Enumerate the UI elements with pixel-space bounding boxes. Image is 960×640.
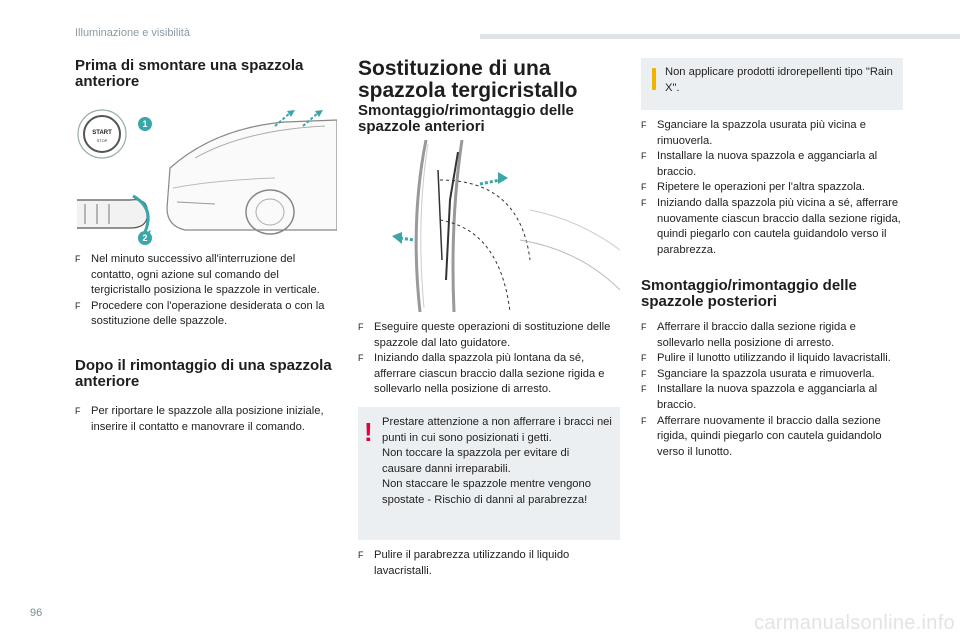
bullet-icon: F (75, 406, 81, 416)
callout-2: 2 (142, 233, 148, 243)
illustration-wiper-control (75, 108, 337, 248)
bullet-icon: F (641, 151, 647, 162)
heading-front-blades: Smontaggio/rimontaggio delle spazzole anteriori (358, 102, 574, 135)
bullet-icon: F (358, 550, 364, 560)
warning-icon: ! (364, 417, 373, 447)
wiper-arms-drawing (380, 140, 620, 312)
info-text: Non applicare prodotti idrorepellenti tipo "Rain X". (665, 66, 893, 94)
info-icon (652, 68, 656, 90)
callout-1: 1 (142, 119, 148, 129)
bullet-icon: F (641, 182, 647, 193)
list-item: F Iniziando dalla spazzola più vicina a sé, afferrare nuovamente ciascun braccio dalla sezione rigida, quindi piegarlo con cautela guidandolo verso il parabrezza. (641, 196, 901, 256)
list-item: F Sganciare la spazzola usurata più vicina e rimuoverla. (641, 119, 866, 147)
bullet-icon: F (75, 254, 81, 264)
bullet-icon: F (641, 415, 647, 426)
list-front-blades (358, 320, 620, 398)
list-item: F Nel minuto successivo all'interruzione del contatto, ogni azione sul comando del tergicristallo posiziona le spazzole in verticale. (75, 253, 320, 297)
warning-text-1: Prestare attenzione a non afferrare i bracci nei punti in cui sono posizionati i getti. (382, 416, 612, 444)
heading-rear-blades: Smontaggio/rimontaggio delle spazzole posteriori (641, 277, 857, 310)
bullet-icon: F (641, 197, 647, 208)
list-item: F Installare la nuova spazzola e agganciarla al braccio. (641, 150, 878, 178)
bullet-icon: F (75, 300, 81, 311)
list-item: F Afferrare il braccio dalla sezione rigida e sollevarlo nella posizione di arresto. (641, 321, 856, 349)
wiper-control-drawing (75, 108, 337, 248)
warning-text-3: Non staccare le spazzole mentre vengono spostate - Rischio di danni al parabrezza! (382, 478, 591, 506)
warning-box (358, 407, 620, 540)
bullet-icon: F (358, 353, 364, 364)
list-item: F Iniziando dalla spazzola più lontana da sé, afferrare ciascun braccio dalla sezione rigida e sollevarlo nella posizione di arresto. (358, 352, 605, 396)
header-bar (480, 34, 960, 39)
list-rear-blades (641, 320, 903, 460)
start-label: START (92, 130, 112, 136)
illustration-wiper-arms (380, 140, 620, 312)
list-item: F Procedere con l'operazione desiderata o con la sostituzione delle spazzole. (75, 299, 325, 328)
bullet-icon: F (641, 368, 647, 379)
page-number: 96 (30, 607, 43, 619)
list-before-removal (75, 252, 337, 330)
heading-after-refit: Dopo il rimontaggio di una spazzola anteriore (75, 357, 332, 390)
watermark: carmanualsonline.info (754, 612, 955, 634)
stop-label: STOP (96, 138, 108, 143)
list-front-steps (641, 118, 903, 258)
warning-text-2: Non toccare la spazzola per evitare di causare danni irreparabili. (382, 447, 570, 475)
list-item: F Pulire il parabrezza utilizzando il liquido lavacristalli. (358, 549, 570, 577)
list-after-refit (75, 404, 337, 435)
list-item: F Per riportare le spazzole alla posizione iniziale, inserire il contatto e manovrare il comando. (75, 405, 324, 433)
section-title: Illuminazione e visibilità (75, 27, 190, 39)
bullet-icon: F (641, 322, 647, 332)
info-box (641, 58, 903, 110)
bullet-icon: F (358, 322, 364, 332)
list-item: F Eseguire queste operazioni di sostituzione delle spazzole dal lato guidatore. (358, 321, 611, 349)
list-clean-windscreen (358, 548, 620, 579)
bullet-icon: F (641, 120, 647, 130)
bullet-icon: F (641, 384, 647, 395)
list-item: F Sganciare la spazzola usurata e rimuoverla. (641, 367, 903, 383)
bullet-icon: F (641, 353, 647, 364)
heading-before-removal: Prima di smontare una spazzola anteriore (75, 57, 304, 90)
list-item: F Installare la nuova spazzola e agganciarla al braccio. (641, 383, 878, 411)
list-item: F Afferrare nuovamente il braccio dalla sezione rigida, quindi piegarlo con cautela guidandolo verso il lunotto. (641, 414, 882, 458)
list-item: F Pulire il lunotto utilizzando il liquido lavacristalli. (641, 351, 903, 367)
list-item: F Ripetere le operazioni per l'altra spazzola. (641, 180, 903, 196)
page-title: Sostituzione di una spazzola tergicristallo (358, 57, 578, 102)
